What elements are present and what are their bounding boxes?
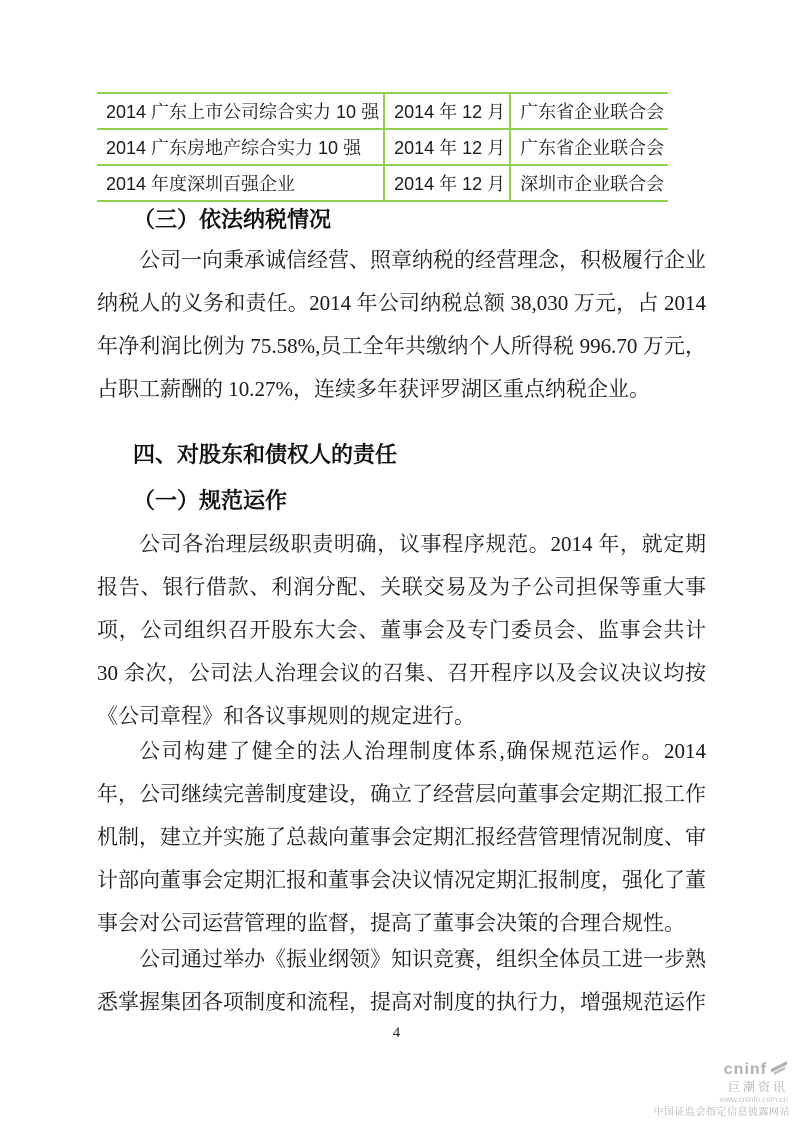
paragraph-governance-system: 公司构建了健全的法人治理制度体系,确保规范运作。2014 年，公司继续完善制度建设，确立了经营层向董事会定期汇报工作机制，建立并实施了总裁向董事会定期汇报经营管理情况制度、审计部向董事会定期汇报和董事会决议情况定期汇报制度，强化了董事会对公司运营管理的监督，提高了董事会决策的合理合规性。 bbox=[97, 739, 706, 935]
date-cell: 2014 年 12 月 bbox=[384, 93, 510, 129]
cninfo-watermark bbox=[654, 1060, 791, 1118]
heading-standard-operation: （一）规范运作 bbox=[133, 488, 288, 513]
cninfo-caption: 中国证监会指定信息披露网站 bbox=[653, 1107, 790, 1118]
heading-shareholders-creditors: 四、对股东和债权人的责任 bbox=[133, 442, 398, 467]
issuer-cell: 广东省企业联合会 bbox=[510, 93, 668, 129]
date-cell: 2014 年 12 月 bbox=[384, 129, 510, 165]
paragraph-governance-meetings: 公司各治理层级职责明确，议事程序规范。2014 年，就定期报告、银行借款、利润分配、关联交易及为子公司担保等重大事项，公司组织召开股东大会、董事会及专门委员会、监事会共计 30 余次，公司法人治理会议的召集、召开程序以及会议决议均按《公司章程》和各议事规则的规定进行。 bbox=[97, 532, 706, 728]
date-cell: 2014 年 12 月 bbox=[384, 165, 510, 201]
table-row bbox=[97, 93, 668, 129]
cninfo-swirl-icon bbox=[768, 1060, 788, 1080]
paragraph-tax: 公司一向秉承诚信经营、照章纳税的经营理念，积极履行企业纳税人的义务和责任。2014 年公司纳税总额 38,030 万元，占 2014 年净利润比例为 75.58%,员工全年共缴纳个人所得税 996.70 万元，占职工薪酬的 10.27%，连续多年获评罗湖区重点纳税企业。 bbox=[97, 248, 706, 401]
award-cell: 2014 年度深圳百强企业 bbox=[97, 165, 384, 201]
heading-tax-compliance: （三）依法纳税情况 bbox=[133, 207, 332, 232]
table-row bbox=[97, 165, 668, 201]
cninfo-url: www.cninfo.com.cn bbox=[719, 1095, 788, 1105]
page-number: 4 bbox=[392, 1025, 401, 1041]
cninfo-brand-text: cninf bbox=[723, 1061, 767, 1079]
cninfo-name-cn: 巨潮资讯 bbox=[727, 1080, 788, 1095]
table-row bbox=[97, 129, 668, 165]
award-cell: 2014 广东上市公司综合实力 10 强 bbox=[97, 93, 384, 129]
page-content bbox=[97, 0, 706, 1024]
issuer-cell: 深圳市企业联合会 bbox=[510, 165, 668, 201]
paragraph-knowledge-contest: 公司通过举办《振业纲领》知识竞赛，组织全体员工进一步熟悉掌握集团各项制度和流程，提高对制度的执行力，增强规范运作 bbox=[97, 947, 706, 1014]
awards-table bbox=[97, 92, 668, 202]
cninfo-brand-row bbox=[654, 1060, 791, 1080]
issuer-cell: 广东省企业联合会 bbox=[510, 129, 668, 165]
award-cell: 2014 广东房地产综合实力 10 强 bbox=[97, 129, 384, 165]
